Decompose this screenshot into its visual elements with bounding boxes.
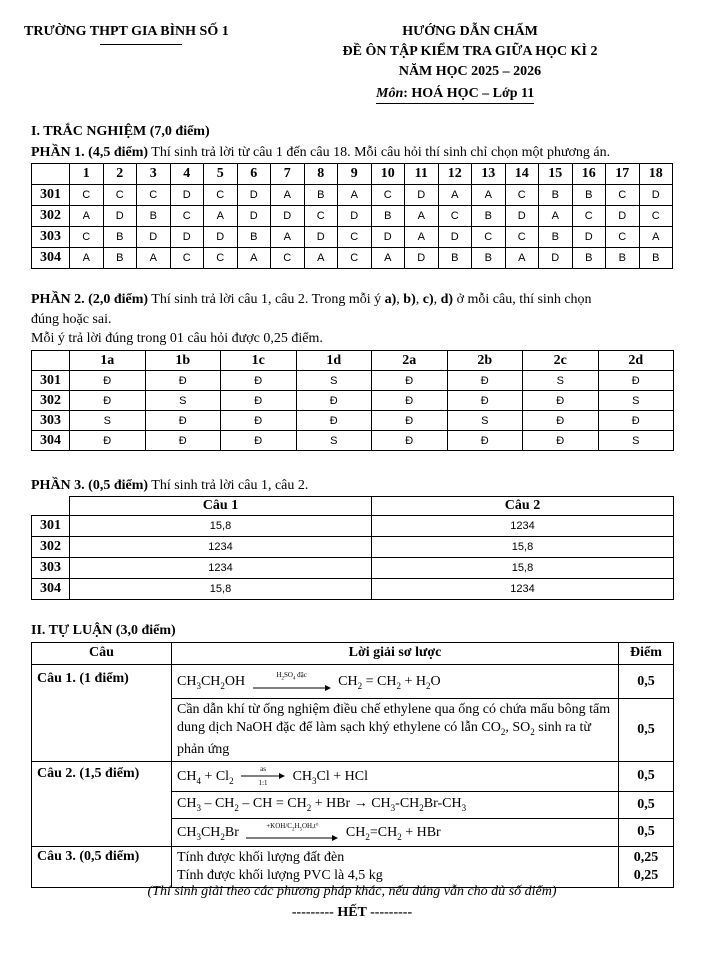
part1-answer-cell: C	[606, 227, 640, 248]
part1-answer-cell: D	[539, 248, 573, 269]
part1-answer-cell: C	[505, 185, 539, 206]
part2-c: c)	[422, 292, 434, 307]
q2-r1-reactant: $CH_4 + Cl_2$	[177, 768, 234, 786]
part1-answer-cell: C	[70, 227, 104, 248]
part2-answer-cell: Đ	[70, 391, 146, 411]
part2-desc-line2: đúng hoặc sai.	[31, 312, 112, 327]
part2-answer-cell: Đ	[523, 431, 599, 451]
part1-answer-cell: C	[103, 185, 137, 206]
part1-col-header: 7	[271, 164, 305, 185]
table-row	[32, 411, 674, 431]
part1-col-header: 10	[371, 164, 405, 185]
part3-header-row	[32, 497, 674, 516]
part1-answer-cell: A	[438, 185, 472, 206]
part1-answer-cell: C	[204, 185, 238, 206]
part1-exam-code: 303	[32, 227, 70, 248]
part2-desc-end: ở mỗi câu, thí sinh chọn	[453, 292, 592, 307]
section1-title: I. TRẮC NGHIỆM (7,0 điểm)	[31, 124, 210, 139]
part1-answer-cell: D	[103, 206, 137, 227]
part1-exam-code: 304	[32, 248, 70, 269]
q1-points-1: 0,5	[619, 665, 674, 699]
part1-answer-cell: C	[606, 185, 640, 206]
part2-exam-code: 304	[32, 431, 70, 451]
part1-col-header: 2	[103, 164, 137, 185]
part1-answer-cell: A	[137, 248, 171, 269]
part1-answer-cell: D	[572, 227, 606, 248]
part1-answer-cell: D	[204, 227, 238, 248]
essay-header-points: Điểm	[619, 643, 674, 665]
part2-b: b)	[403, 292, 416, 307]
part3-desc: Thí sinh trả lời câu 1, câu 2.	[148, 478, 309, 493]
part2-answer-cell: S	[70, 411, 146, 431]
part1-col-header: 4	[170, 164, 204, 185]
part3-corner	[32, 497, 70, 516]
part1-answer-cell: C	[639, 206, 673, 227]
part1-answer-cell: D	[371, 227, 405, 248]
part2-col-header: 2c	[523, 351, 599, 371]
part1-exam-code: 301	[32, 185, 70, 206]
part1-answer-cell: D	[405, 185, 439, 206]
part1-answer-cell: A	[472, 185, 506, 206]
part2-answer-cell: Đ	[221, 371, 297, 391]
part1-answer-cell: A	[304, 248, 338, 269]
part1-col-header: 1	[70, 164, 104, 185]
part1-answer-cell: C	[438, 206, 472, 227]
part2-answer-cell: Đ	[221, 391, 297, 411]
q3-points	[619, 846, 674, 887]
q2-arrow-icon	[241, 765, 285, 787]
q1-explanation: Cần dẫn khí từ ống nghiệm điều chế ethylene qua ống có chứa mẩu bông tẩm dung dịch NaOH đặc để làm sạch khý ethylene có lẫn $CO_2$, $SO_2$ sinh ra từ phản ứng	[172, 699, 619, 762]
part1-answer-cell: C	[170, 206, 204, 227]
part2-answer-cell: Đ	[145, 431, 221, 451]
part2-col-header: 2b	[447, 351, 523, 371]
part1-answer-cell: A	[70, 206, 104, 227]
subject-line	[376, 86, 534, 104]
part2-answer-cell: Đ	[70, 431, 146, 451]
q3-points-2: 0,25	[633, 867, 659, 883]
part2-col-header: 1a	[70, 351, 146, 371]
part1-answer-cell: C	[204, 248, 238, 269]
part2-answer-cell: Đ	[221, 431, 297, 451]
part3-answer-cell: 15,8	[372, 558, 674, 579]
part2-sep: ,	[433, 292, 441, 307]
part2-answer-cell: Đ	[221, 411, 297, 431]
part1-answer-cell: C	[505, 227, 539, 248]
part1-answer-cell: B	[304, 185, 338, 206]
table-row	[32, 371, 674, 391]
part2-heading	[31, 292, 592, 308]
part1-answer-cell: D	[304, 227, 338, 248]
part3-answer-cell: 1234	[372, 579, 674, 600]
part2-exam-code: 302	[32, 391, 70, 411]
q2-label: Câu 2. (1,5 điểm)	[32, 761, 172, 846]
part1-desc: Thí sinh trả lời từ câu 1 đến câu 18. Mỗi câu hỏi thí sinh chỉ chọn một phương án.	[148, 145, 611, 160]
part1-answer-cell: A	[271, 185, 305, 206]
q2-points-1: 0,5	[619, 761, 674, 791]
part1-answer-cell: D	[338, 206, 372, 227]
part2-answer-cell: S	[296, 371, 372, 391]
essay-header-solution: Lời giải sơ lược	[172, 643, 619, 665]
part3-exam-code: 301	[32, 516, 70, 537]
part2-answer-cell: Đ	[523, 411, 599, 431]
part1-exam-code: 302	[32, 206, 70, 227]
part1-col-header: 17	[606, 164, 640, 185]
part1-header-row	[32, 164, 673, 185]
part1-col-header: 11	[405, 164, 439, 185]
part1-answer-cell: B	[572, 185, 606, 206]
part1-answer-cell: B	[572, 248, 606, 269]
q2-r3-condition: $+KOH/C_2H_5OH,t^\circ$	[266, 822, 319, 833]
part2-desc: Thí sinh trả lời câu 1, câu 2. Trong mỗi ý	[148, 292, 385, 307]
part1-col-header: 9	[338, 164, 372, 185]
part1-answer-cell: D	[170, 185, 204, 206]
part1-answer-cell: A	[371, 248, 405, 269]
part1-answer-cell: B	[472, 206, 506, 227]
part2-answer-cell: Đ	[145, 371, 221, 391]
part1-answer-cell: A	[204, 206, 238, 227]
part1-answer-cell: C	[137, 185, 171, 206]
part2-sep: ,	[396, 292, 404, 307]
q2-r3-reactant: $CH_3CH_2Br$	[177, 824, 239, 842]
part1-answer-cell: C	[70, 185, 104, 206]
q1-points-2: 0,5	[619, 699, 674, 762]
q3-label: Câu 3. (0,5 điểm)	[32, 846, 172, 887]
part1-answer-cell: D	[170, 227, 204, 248]
part2-exam-code: 303	[32, 411, 70, 431]
part2-col-header: 1b	[145, 351, 221, 371]
q1-reaction	[172, 665, 619, 699]
q3-points-1: 0,25	[633, 849, 659, 865]
q2-r3-product: $CH_2=CH_2$ + HBr	[345, 824, 441, 842]
part1-answer-cell: B	[539, 185, 573, 206]
part2-answer-cell: S	[598, 431, 674, 451]
part2-answer-cell: S	[523, 371, 599, 391]
part2-answer-cell: Đ	[70, 371, 146, 391]
table-row	[32, 391, 674, 411]
part3-col-header: Câu 2	[372, 497, 674, 516]
part2-answer-cell: Đ	[372, 371, 448, 391]
part2-answer-cell: Đ	[372, 431, 448, 451]
essay-row	[32, 846, 674, 887]
part1-answer-cell: A	[237, 248, 271, 269]
part3-exam-code: 304	[32, 579, 70, 600]
table-row	[32, 537, 674, 558]
part3-answer-cell: 1234	[372, 516, 674, 537]
part3-answer-cell: 1234	[70, 537, 372, 558]
school-year: NĂM HỌC 2025 – 2026	[398, 64, 542, 79]
part2-answer-cell: Đ	[447, 391, 523, 411]
part1-answer-cell: B	[237, 227, 271, 248]
part2-col-header: 1c	[221, 351, 297, 371]
part2-answer-cell: S	[447, 411, 523, 431]
part1-answer-cell: D	[639, 185, 673, 206]
q1-label: Câu 1. (1 điểm)	[32, 665, 172, 762]
part1-answer-cell: B	[438, 248, 472, 269]
part2-d: d)	[440, 292, 454, 307]
part2-col-header: 2a	[372, 351, 448, 371]
part1-answer-cell: C	[170, 248, 204, 269]
part1-col-header: 6	[237, 164, 271, 185]
part2-sep: ,	[415, 292, 423, 307]
part2-answer-cell: Đ	[296, 391, 372, 411]
part1-col-header: 8	[304, 164, 338, 185]
part2-table	[31, 350, 674, 451]
q2-r1-product: $CH_3Cl$ + HCl	[292, 768, 368, 786]
part1-answer-cell: D	[505, 206, 539, 227]
part1-answer-cell: C	[271, 248, 305, 269]
part2-answer-cell: Đ	[372, 411, 448, 431]
part2-answer-cell: Đ	[523, 391, 599, 411]
part2-a: a)	[384, 292, 397, 307]
part1-col-header: 13	[472, 164, 506, 185]
part2-exam-code: 301	[32, 371, 70, 391]
part1-col-header: 12	[438, 164, 472, 185]
q3-solution	[172, 846, 619, 887]
part3-answer-cell: 15,8	[70, 516, 372, 537]
school-underline	[100, 44, 182, 45]
table-row	[32, 185, 673, 206]
part1-col-header: 16	[572, 164, 606, 185]
part1-answer-cell: A	[271, 227, 305, 248]
part1-answer-cell: D	[405, 248, 439, 269]
part1-answer-cell: B	[103, 248, 137, 269]
table-row	[32, 516, 674, 537]
school-name: TRƯỜNG THPT GIA BÌNH SỐ 1	[24, 24, 229, 39]
part1-col-header: 18	[639, 164, 673, 185]
part3-answer-cell: 15,8	[70, 579, 372, 600]
q2-reaction-1	[172, 761, 619, 791]
doc-subtitle: ĐỀ ÔN TẬP KIỂM TRA GIỮA HỌC KÌ 2	[342, 44, 598, 59]
part1-answer-cell: C	[338, 248, 372, 269]
part2-answer-cell: Đ	[447, 371, 523, 391]
part1-answer-cell: D	[237, 206, 271, 227]
part1-answer-cell: C	[472, 227, 506, 248]
part1-answer-cell: A	[505, 248, 539, 269]
part1-answer-cell: A	[70, 248, 104, 269]
part3-answer-cell: 15,8	[372, 537, 674, 558]
subject-label: Môn	[376, 86, 404, 101]
part1-answer-cell: D	[438, 227, 472, 248]
end-marker: --------- HẾT ---------	[291, 905, 413, 920]
part2-col-header: 1d	[296, 351, 372, 371]
section2-title: II. TỰ LUẬN (3,0 điểm)	[31, 623, 176, 638]
q2-points-2: 0,5	[619, 791, 674, 818]
part2-answer-cell: S	[598, 391, 674, 411]
table-row	[32, 206, 673, 227]
q2-reaction-2: $CH_3 - CH_2$ – CH = $CH_2$ + HBr → $CH_3-CH_2Br-CH_3$	[172, 791, 619, 818]
table-row	[32, 227, 673, 248]
part1-answer-cell: C	[371, 185, 405, 206]
table-row	[32, 558, 674, 579]
part2-header-row	[32, 351, 674, 371]
q1-reactant: $CH_3CH_2OH$	[177, 673, 246, 691]
part1-answer-cell: C	[304, 206, 338, 227]
part2-answer-cell: Đ	[598, 371, 674, 391]
part2-answer-cell: S	[145, 391, 221, 411]
part1-answer-cell: A	[639, 227, 673, 248]
part3-table	[31, 496, 674, 600]
part1-answer-cell: A	[539, 206, 573, 227]
q1-product: $CH_2 = CH_2 + H_2O$	[338, 673, 441, 691]
essay-header-question: Câu	[32, 643, 172, 665]
part1-answer-cell: D	[606, 206, 640, 227]
q2-r3-arrow-icon	[246, 822, 338, 842]
part1-answer-cell: B	[137, 206, 171, 227]
q3-line-2: Tính được khối lượng PVC là 4,5 kg	[177, 867, 383, 883]
q2-cond-top: as	[260, 765, 266, 774]
part2-answer-cell: S	[296, 431, 372, 451]
part1-corner	[32, 164, 70, 185]
essay-table	[31, 642, 674, 888]
q2-reaction-3	[172, 818, 619, 846]
q1-condition: $H_2SO_4$ đặc	[276, 671, 307, 682]
part1-answer-cell: C	[338, 227, 372, 248]
part2-answer-cell: Đ	[145, 411, 221, 431]
table-row	[32, 579, 674, 600]
part3-answer-cell: 1234	[70, 558, 372, 579]
part2-note: Mỗi ý trả lời đúng trong 01 câu hỏi được 0,25 điểm.	[31, 331, 323, 346]
part1-answer-cell: D	[137, 227, 171, 248]
part1-answer-cell: B	[103, 227, 137, 248]
part1-label: PHẦN 1. (4,5 điểm)	[31, 145, 149, 160]
part3-exam-code: 302	[32, 537, 70, 558]
q3-line-1: Tính được khối lượng đất đèn	[177, 849, 345, 865]
part1-answer-cell: B	[639, 248, 673, 269]
part1-col-header: 3	[137, 164, 171, 185]
footnote: (Thí sinh giải theo các phương pháp khác, nếu đúng vẫn cho đủ số điểm)	[147, 884, 557, 899]
part1-answer-cell: A	[338, 185, 372, 206]
q1-arrow-icon	[253, 671, 331, 691]
subject-value: : HOÁ HỌC – Lớp 11	[403, 86, 535, 101]
part1-heading	[31, 145, 610, 161]
part1-answer-cell: C	[572, 206, 606, 227]
part2-col-header: 2d	[598, 351, 674, 371]
part1-answer-cell: B	[472, 248, 506, 269]
part2-answer-cell: Đ	[598, 411, 674, 431]
part1-answer-cell: B	[539, 227, 573, 248]
part1-answer-cell: A	[405, 227, 439, 248]
part1-answer-cell: A	[405, 206, 439, 227]
essay-row	[32, 665, 674, 699]
part1-col-header: 14	[505, 164, 539, 185]
part1-answer-cell: B	[371, 206, 405, 227]
essay-row	[32, 761, 674, 791]
part2-label: PHẦN 2. (2,0 điểm)	[31, 292, 149, 307]
part1-col-header: 5	[204, 164, 238, 185]
part2-answer-cell: Đ	[372, 391, 448, 411]
essay-header-row	[32, 643, 674, 665]
part2-corner	[32, 351, 70, 371]
part3-label: PHẦN 3. (0,5 điểm)	[31, 478, 149, 493]
part1-col-header: 15	[539, 164, 573, 185]
q2-cond-bot: 1:1	[258, 779, 268, 788]
part1-answer-cell: D	[271, 206, 305, 227]
part3-col-header: Câu 1	[70, 497, 372, 516]
part3-heading	[31, 478, 308, 494]
part2-answer-cell: Đ	[296, 411, 372, 431]
part2-answer-cell: Đ	[447, 431, 523, 451]
part1-table	[31, 163, 673, 269]
table-row	[32, 248, 673, 269]
table-row	[32, 431, 674, 451]
doc-title: HƯỚNG DẪN CHẤM	[402, 24, 538, 39]
part1-answer-cell: D	[237, 185, 271, 206]
q2-points-3: 0,5	[619, 818, 674, 846]
part3-exam-code: 303	[32, 558, 70, 579]
part1-answer-cell: B	[606, 248, 640, 269]
